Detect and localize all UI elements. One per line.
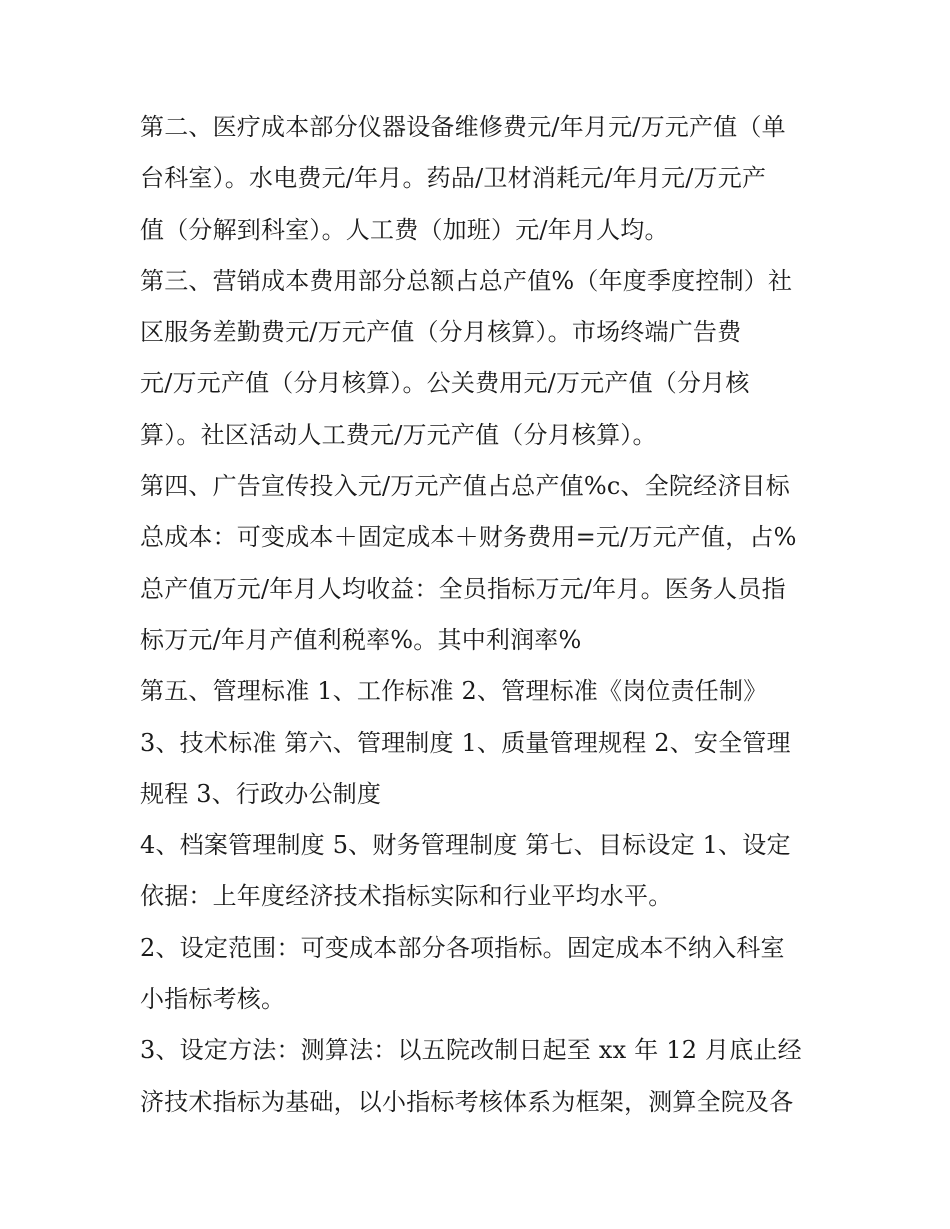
text-line: 依据：上年度经济技术指标实际和行业平均水平。 [140,882,673,911]
text-line: 第二、医疗成本部分仪器设备维修费元/年月元/万元产值（单 [140,113,786,141]
document-body [140,102,820,1128]
text-line: 3、设定方法：测算法：以五院改制日起至 xx 年 12 月底止经 [140,1036,802,1065]
text-line: 第五、管理标准 1、工作标准 2、管理标准《岗位责任制》 [140,677,768,706]
text-line: 算）。社区活动人工费元/万元产值（分月核算）。 [140,420,657,449]
text-line: 第四、广告宣传投入元/万元产值占总产值%c、全院经济目标 [140,472,790,501]
text-line: 小指标考核。 [140,985,286,1014]
text-line: 济技术指标为基础，以小指标考核体系为框架，测算全院及各 [140,1087,794,1116]
text-line: 总成本：可变成本＋固定成本＋财务费用=元/万元产值，占% [140,523,797,552]
text-line: 值（分解到科室）。人工费（加班）元/年月人均。 [140,215,669,244]
text-line: 总产值万元/年月人均收益：全员指标万元/年月。医务人员指 [140,574,786,603]
text-line: 标万元/年月产值利税率%。其中利润率% [140,625,582,654]
text-line: 3、技术标准 第六、管理制度 1、质量管理规程 2、安全管理 [140,728,791,757]
text-line: 4、档案管理制度 5、财务管理制度 第七、目标设定 1、设定 [140,831,791,860]
text-line: 规程 3、行政办公制度 [140,779,382,808]
text-line: 2、设定范围：可变成本部分各项指标。固定成本不纳入科室 [140,933,785,962]
text-line: 元/万元产值（分月核算）。公关费用元/万元产值（分月核 [140,369,750,398]
text-line: 第三、营销成本费用部分总额占总产值%（年度季度控制）社 [140,266,793,295]
text-line: 区服务差勤费元/万元产值（分月核算）。市场终端广告费 [140,318,742,347]
text-line: 台科室）。水电费元/年月。药品/卫材消耗元/年月元/万元产 [140,164,767,193]
